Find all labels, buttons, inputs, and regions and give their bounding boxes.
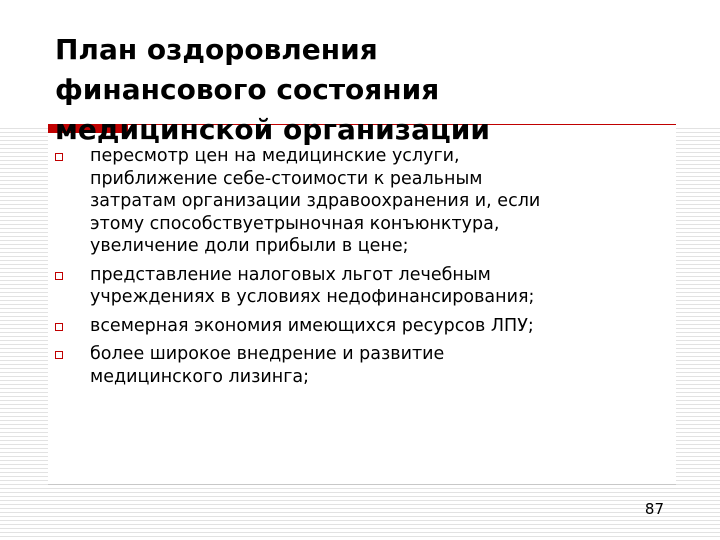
bullet-text-line: медицинского лизинга; xyxy=(90,366,310,387)
bullet-text-line: более широкое внедрение и развитие xyxy=(90,344,445,364)
footer-divider xyxy=(48,484,676,485)
bullet-text-line: приближение себе-стоимости к реальным xyxy=(90,168,483,189)
title-line: медицинской организации xyxy=(55,113,490,146)
slide-title xyxy=(55,30,675,150)
square-bullet-icon xyxy=(55,323,63,331)
square-bullet-icon xyxy=(55,272,63,280)
bullet-item xyxy=(54,264,654,309)
bullet-text-line: пересмотр цен на медицинские услуги, xyxy=(90,146,460,166)
bullet-item xyxy=(54,343,654,388)
bullet-text-line: представление налоговых льгот лечебным xyxy=(90,264,491,285)
page-number: 87 xyxy=(644,500,664,518)
bullet-list xyxy=(54,145,654,394)
bullet-item xyxy=(54,315,654,338)
title-line: План оздоровления xyxy=(55,33,378,66)
bullet-text-line: этому способствуетрыночная конъюнктура, xyxy=(90,213,500,234)
title-line: финансового состояния xyxy=(55,73,440,106)
bullet-text-line: увеличение доли прибыли в цене; xyxy=(90,236,409,256)
square-bullet-icon xyxy=(55,351,63,359)
bullet-text-line: затратам организации здравоохранения и, если xyxy=(90,191,541,211)
bullet-item xyxy=(54,145,654,258)
square-bullet-icon xyxy=(55,153,63,161)
bullet-text-line: всемерная экономия имеющихся ресурсов ЛПУ; xyxy=(90,315,534,336)
bullet-text-line: учреждениях в условиях недофинансирования; xyxy=(90,287,535,307)
